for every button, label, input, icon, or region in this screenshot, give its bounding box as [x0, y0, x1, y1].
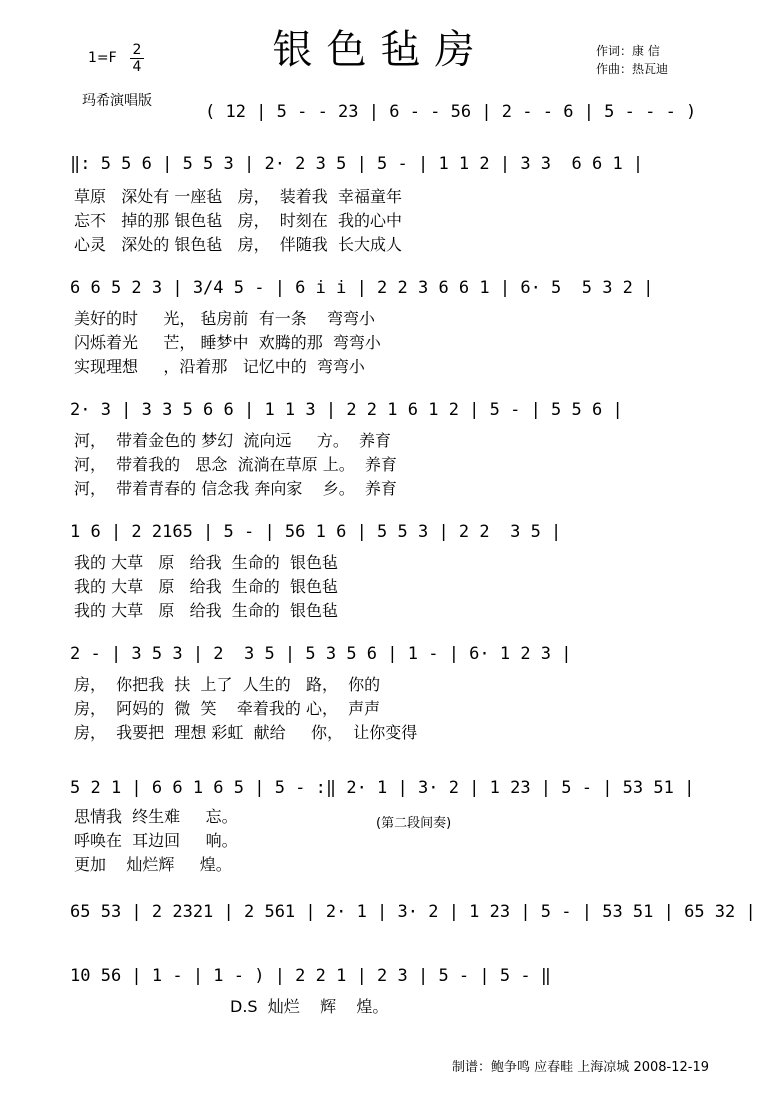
- intro-notes: ( 12 | 5 - - 23 | 6 - - 56 | 2 - - 6 | 5 - - - ): [205, 102, 697, 122]
- time-signature-top: 2: [132, 42, 142, 58]
- lyrics-row-3-verse-3: 河， 带着青春的 信念我 奔向家 乡。 养育: [74, 479, 397, 498]
- lyrics-row-4-verse-2: 我的 大草 原 给我 生命的 银色毡: [74, 577, 338, 596]
- notes-row-6: 5 2 1 | 6 6 1 6 5 | 5 - :‖ 2· 1 | 3· 2 | 1 23 | 5 - | 53 51 |: [70, 778, 695, 798]
- time-signature: [130, 42, 144, 75]
- time-signature-bottom: 4: [130, 58, 144, 75]
- lyrics-row-2-verse-1: 美好的时 光， 毡房前 有一条 弯弯小: [74, 309, 376, 328]
- lyrics-row-6-verse-1: 思情我 终生难 忘。: [74, 807, 238, 826]
- composer: 作曲：热瓦迪: [596, 62, 669, 76]
- song-title: 银色毡房: [272, 27, 489, 73]
- lyrics-row-4-verse-3: 我的 大草 原 给我 生命的 银色毡: [74, 601, 338, 620]
- lyrics-row-8: D.S 灿烂 辉 煌。: [230, 997, 389, 1016]
- key-signature: 1=F: [88, 50, 117, 66]
- lyrics-row-5-verse-3: 房， 我要把 理想 彩虹 献给 你， 让你变得: [74, 723, 418, 742]
- footer-credit: 制谱：鲍争鸣 应春畦 上海凉城 2008-12-19: [452, 1060, 709, 1075]
- notes-row-3: 2· 3 | 3 3 5 6 6 | 1 1 3 | 2 2 1 6 1 2 | 5 - | 5 5 6 |: [70, 400, 623, 420]
- lyrics-row-6-verse-2: 呼唤在 耳边回 响。: [74, 831, 238, 850]
- lyrics-row-1-verse-2: 忘不 掉的那 银色毡 房， 时刻在 我的心中: [74, 211, 402, 230]
- lyricist: 作词：康 信: [596, 44, 660, 58]
- lyrics-row-4-verse-1: 我的 大草 原 给我 生命的 银色毡: [74, 553, 338, 572]
- lyrics-row-1-verse-3: 心灵 深处的 银色毡 房， 伴随我 长大成人: [74, 235, 402, 254]
- notes-row-4: 1 6 | 2 2165 | 5 - | 56 1 6 | 5 5 3 | 2 2 3 5 |: [70, 522, 562, 542]
- lyrics-row-5-verse-2: 房， 阿妈的 微 笑 牵着我的 心， 声声: [74, 699, 381, 718]
- credits: [596, 42, 668, 78]
- notes-row-5: 2 - | 3 5 3 | 2 3 5 | 5 3 5 6 | 1 - | 6· 1 2 3 |: [70, 644, 572, 664]
- lyrics-row-1-verse-1: 草原 深处有 一座毡 房， 装着我 幸福童年: [74, 187, 402, 206]
- lyrics-row-2-verse-3: 实现理想 ，沿着那 记忆中的 弯弯小: [74, 357, 365, 376]
- notes-row-8: 10 56 | 1 - | 1 - ) | 2 2 1 | 2 3 | 5 - | 5 - ‖: [70, 966, 552, 986]
- interlude-note: (第二段间奏): [376, 816, 452, 831]
- lyrics-row-5-verse-1: 房， 你把我 扶 上了 人生的 路， 你的: [74, 675, 381, 694]
- lyrics-row-3-verse-2: 河， 带着我的 思念 流淌在草原 上。 养育: [74, 455, 397, 474]
- lyrics-row-2-verse-2: 闪烁着光 芒， 睡梦中 欢腾的那 弯弯小: [74, 333, 381, 352]
- notes-row-7: 65 53 | 2 2321 | 2 561 | 2· 1 | 3· 2 | 1 23 | 5 - | 53 51 | 65 32 |: [70, 902, 756, 922]
- notes-row-2: 6 6 5 2 3 | 3/4 5 - | 6 i i | 2 2 3 6 6 1 | 6· 5 5 3 2 |: [70, 278, 654, 298]
- notes-row-1: ‖: 5 5 6 | 5 5 3 | 2· 2 3 5 | 5 - | 1 1 2 | 3 3 6 6 1 |: [70, 154, 644, 174]
- lyrics-row-6-verse-3: 更加 灿烂辉 煌。: [74, 855, 232, 874]
- version-label: 玛希演唱版: [82, 93, 152, 109]
- lyrics-row-3-verse-1: 河， 带着金色的 梦幻 流向远 方。 养育: [74, 431, 392, 450]
